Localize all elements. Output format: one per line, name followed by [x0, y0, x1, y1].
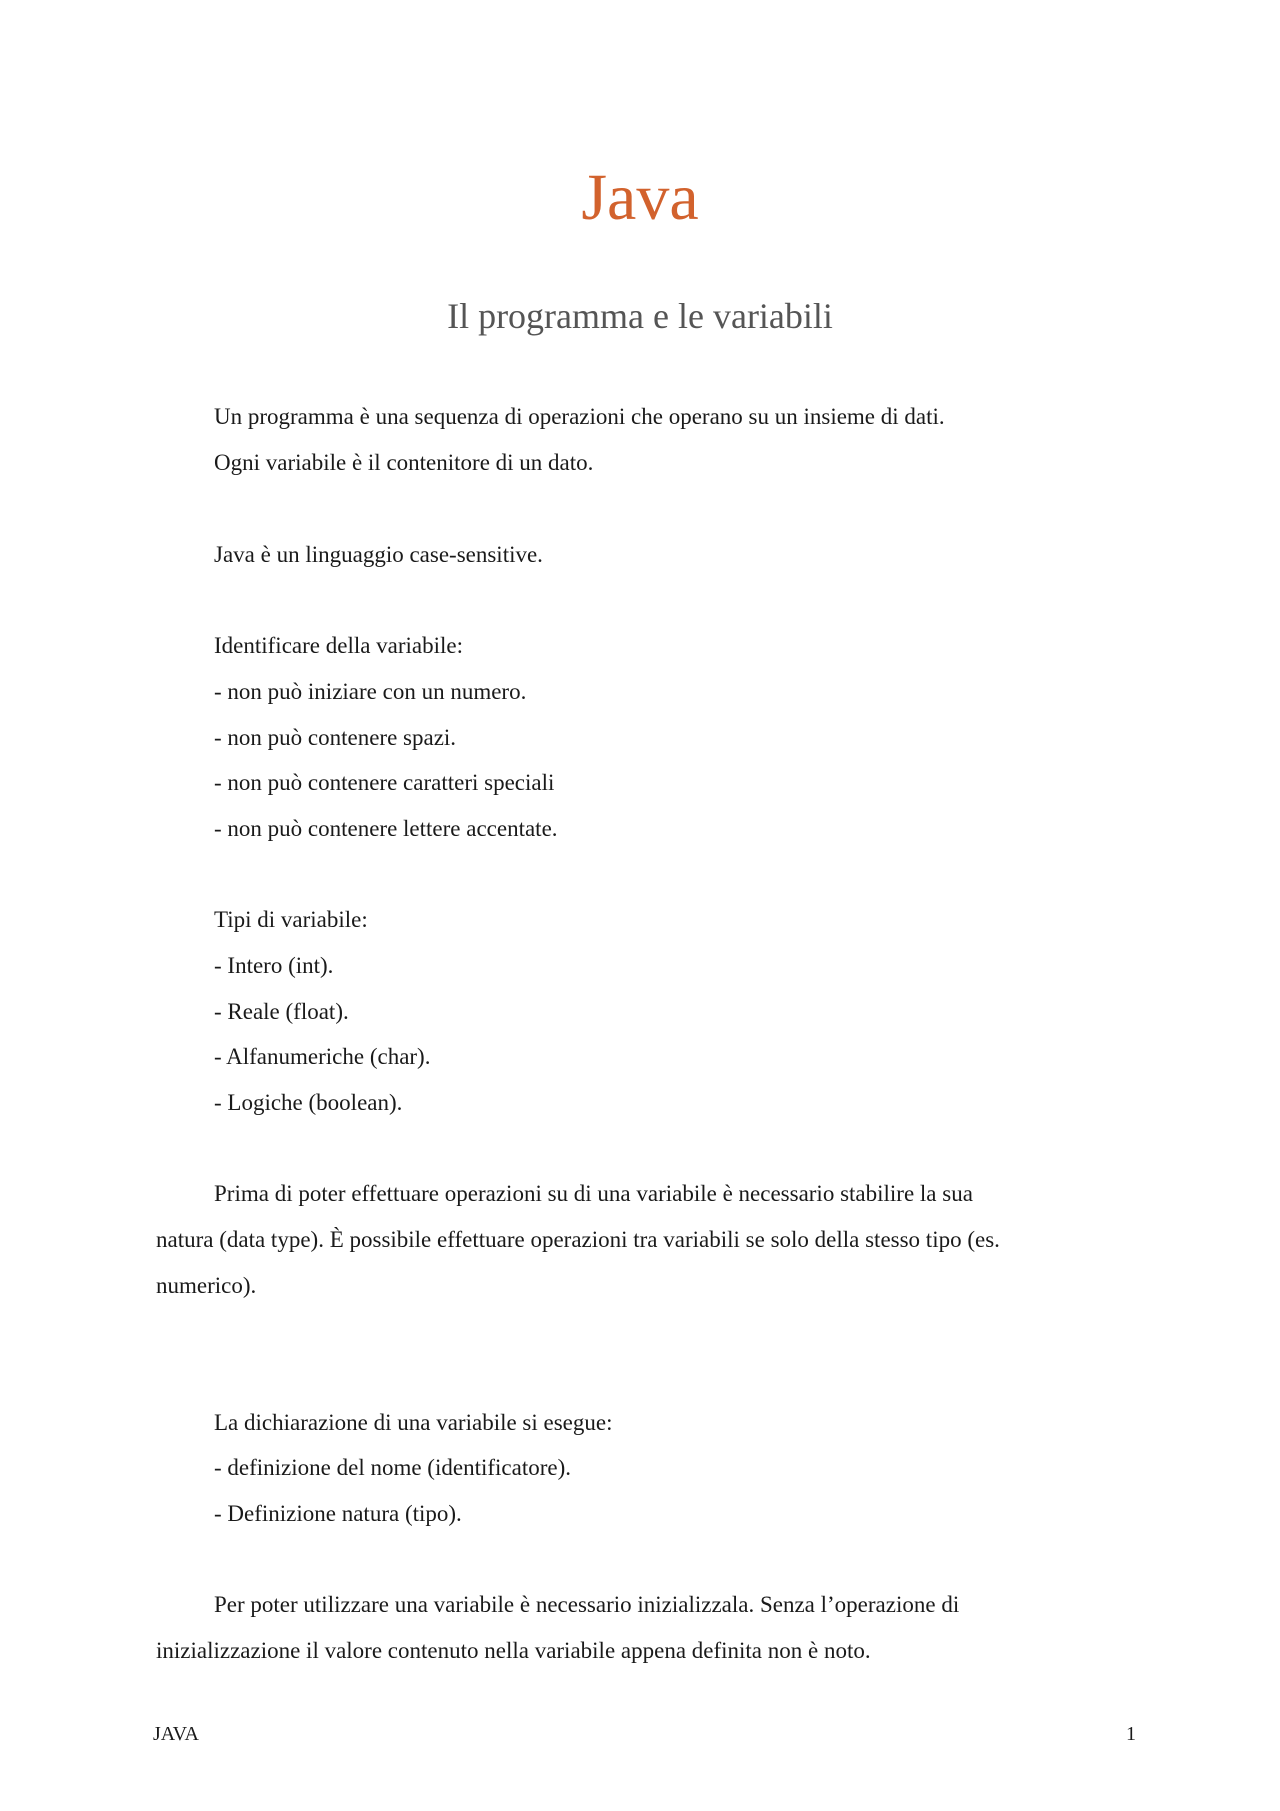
paragraph-intro-line-2: Ogni variabile è il contenitore di un dato.	[214, 450, 594, 475]
document-subtitle: Il programma e le variabili	[447, 296, 833, 336]
paragraph-nature-line-3: numerico).	[156, 1273, 257, 1298]
paragraph-nature-line-1: Prima di poter effettuare operazioni su di una variabile è necessario stabilire la sua	[214, 1181, 973, 1206]
identifier-heading: Identificare della variabile:	[214, 633, 464, 658]
type-list-item: - Logiche (boolean).	[214, 1090, 403, 1115]
type-list-item: - Intero (int).	[214, 953, 334, 978]
identifier-rule-item: - non può iniziare con un numero.	[214, 679, 527, 704]
paragraph-init-line-1: Per poter utilizzare una variabile è necessario inizializzala. Senza l’operazione di	[214, 1592, 960, 1617]
type-list-item: - Reale (float).	[214, 999, 349, 1024]
paragraph-nature-line-2: natura (data type). È possibile effettuare operazioni tra variabili se solo della stesso tipo (es.	[156, 1227, 1000, 1252]
paragraph-init-line-2: inizializzazione il valore contenuto nella variabile appena definita non è noto.	[156, 1638, 871, 1663]
type-list-item: - Alfanumeriche (char).	[214, 1044, 431, 1069]
types-heading: Tipi di variabile:	[214, 907, 368, 932]
declaration-step-item: - definizione del nome (identificatore).	[214, 1455, 571, 1480]
declaration-heading: La dichiarazione di una variabile si esegue:	[214, 1410, 613, 1435]
identifier-rule-item: - non può contenere caratteri speciali	[214, 770, 555, 795]
identifier-rule-item: - non può contenere lettere accentate.	[214, 816, 558, 841]
identifier-rule-item: - non può contenere spazi.	[214, 725, 457, 750]
paragraph-case-sensitive: Java è un linguaggio case-sensitive.	[214, 542, 543, 567]
page-number: 1	[1126, 1723, 1136, 1745]
document-title: Java	[581, 161, 699, 234]
declaration-step-item: - Definizione natura (tipo).	[214, 1501, 462, 1526]
footer-label: JAVA	[153, 1723, 199, 1745]
paragraph-intro-line-1: Un programma è una sequenza di operazioni che operano su un insieme di dati.	[214, 404, 945, 429]
